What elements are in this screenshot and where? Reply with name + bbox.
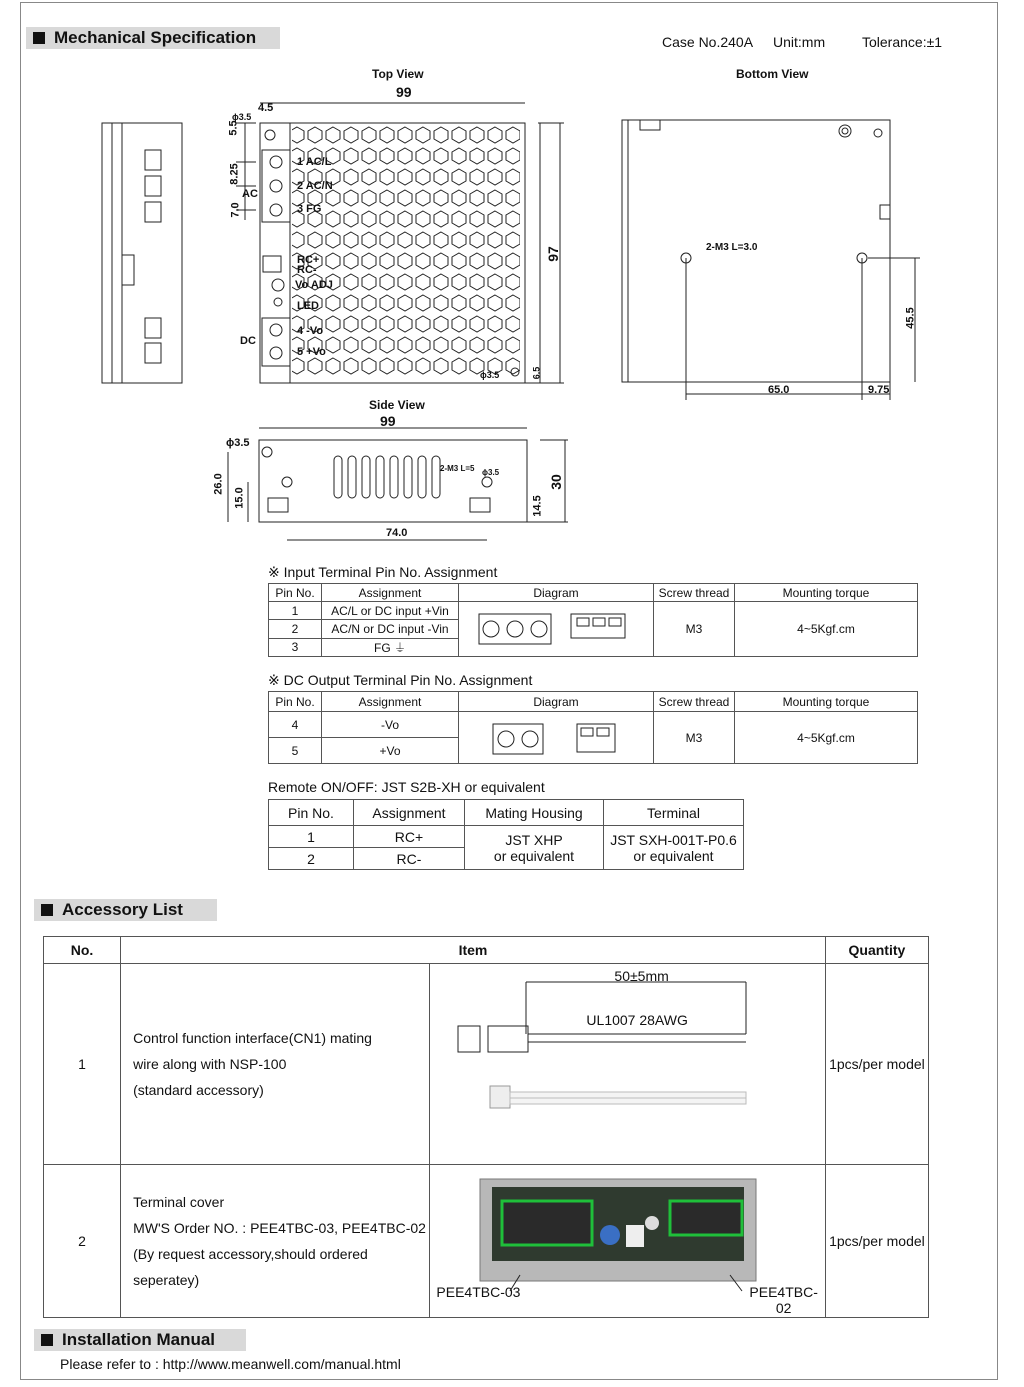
col-pin: Pin No. (269, 692, 322, 712)
dim-ac: AC (242, 188, 258, 200)
housing-cell (465, 826, 604, 870)
pin-cell: 1 (269, 826, 354, 848)
assignment-cell: FG ⏚ (322, 638, 459, 656)
tolerance: Tolerance:±1 (862, 34, 943, 50)
desc-line: (By request accessory,should ordered seperatey) (133, 1246, 368, 1288)
input-terminal-table (268, 583, 918, 657)
terminal-line: or equivalent (633, 847, 714, 864)
remote-table (268, 799, 744, 870)
col-quantity: Quantity (825, 937, 928, 964)
side-view-label: Side View (369, 398, 425, 412)
pin-cell: 2 (269, 848, 354, 870)
dim-45-5: 45.5 (904, 307, 917, 329)
dim-m3-bottom: 2-M3 L=3.0 (706, 242, 758, 253)
col-assignment: Assignment (322, 692, 459, 712)
input-table-caption: ※ Input Terminal Pin No. Assignment (268, 564, 498, 580)
section-title: Accessory List (62, 900, 183, 919)
section-title: Installation Manual (62, 1330, 216, 1349)
install-reference: Please refer to : http://www.meanwell.com/manual.html (60, 1356, 401, 1372)
wire-figure (430, 964, 825, 1165)
top-view (236, 103, 564, 383)
dim-8-25: 8.25 (228, 163, 241, 185)
row-no: 1 (44, 964, 121, 1165)
dim-14-5: 14.5 (531, 495, 544, 517)
bottom-view-label: Bottom View (736, 67, 809, 81)
thread-cell: M3 (654, 602, 735, 657)
terminal-3-label: 3 FG (297, 203, 322, 215)
assignment-cell: AC/N or DC input -Vin (322, 620, 459, 638)
dim-hole-top: ϕ3.5 (232, 112, 252, 122)
col-assignment: Assignment (354, 800, 465, 826)
remote-table-caption: Remote ON/OFF: JST S2B-XH or equivalent (268, 779, 545, 795)
label-pee4tbc-02: PEE4TBC-02 (749, 1284, 818, 1316)
row-quantity: 1pcs/per model (825, 1165, 928, 1318)
col-torque: Mounting torque (735, 584, 918, 602)
desc-line: Terminal cover (133, 1194, 225, 1210)
wire-length: 50±5mm (614, 968, 669, 984)
row-quantity: 1pcs/per model (825, 964, 928, 1165)
terminal-2-label: 2 AC/N (297, 180, 333, 192)
col-no: No. (44, 937, 121, 964)
input-terminal-diagram-icon (459, 602, 653, 656)
input-diagram (459, 602, 654, 657)
rc-plus-label: RC+ (297, 254, 320, 266)
col-assignment: Assignment (322, 584, 459, 602)
section-accessory (34, 899, 217, 921)
top-height: 97 (544, 246, 561, 262)
dim-4-5: 4.5 (258, 102, 274, 114)
section-bullet-icon (41, 1334, 53, 1346)
dc-diagram (459, 712, 654, 764)
desc-line: wire along with NSP-100 (133, 1056, 287, 1072)
col-torque: Mounting torque (735, 692, 918, 712)
bottom-view (622, 120, 920, 400)
terminal-cover-figure (430, 1165, 825, 1318)
col-pin: Pin No. (269, 584, 322, 602)
dim-side-hole: ϕ3.5 (226, 437, 250, 449)
dim-6-5: 6.5 (531, 366, 542, 380)
assignment-cell: RC- (354, 848, 465, 870)
col-thread: Screw thread (654, 584, 735, 602)
col-terminal: Terminal (604, 800, 744, 826)
dim-15-0: 15.0 (233, 487, 246, 509)
wire-spec: UL1007 28AWG (586, 1012, 688, 1028)
col-pin: Pin No. (269, 800, 354, 826)
dim-65-0: 65.0 (768, 384, 790, 396)
col-diagram: Diagram (459, 584, 654, 602)
section-installation (34, 1329, 246, 1351)
row-description (121, 1165, 430, 1318)
assignment-cell: -Vo (322, 712, 459, 738)
terminal-cell (604, 826, 744, 870)
top-width: 99 (396, 84, 412, 100)
housing-line: JST XHP (505, 831, 563, 848)
thread-cell: M3 (654, 712, 735, 764)
vo-adj-label: Vo ADJ (295, 279, 333, 291)
label-pee4tbc-03: PEE4TBC-03 (436, 1284, 521, 1300)
rc-minus-label: RC- (297, 264, 317, 276)
assignment-cell: AC/L or DC input +Vin (322, 602, 459, 620)
pin-cell: 3 (269, 638, 322, 656)
accessory-table (43, 936, 929, 1318)
terminal-line: JST SXH-001T-P0.6 (610, 831, 737, 848)
col-diagram: Diagram (459, 692, 654, 712)
dim-9-75: 9.75 (868, 384, 890, 396)
col-thread: Screw thread (654, 692, 735, 712)
desc-line: MW'S Order NO. : PEE4TBC-03, PEE4TBC-02 (133, 1220, 426, 1236)
pin-cell: 2 (269, 620, 322, 638)
terminal-5-label: 5 +Vo (297, 346, 326, 358)
assignment-cell: +Vo (322, 738, 459, 764)
dim-m3-side: 2-M3 L=5 (440, 464, 475, 473)
pin-cell: 1 (269, 602, 322, 620)
desc-line: (standard accessory) (133, 1082, 264, 1098)
housing-line: or equivalent (493, 847, 575, 864)
torque-cell: 4~5Kgf.cm (735, 712, 918, 764)
dim-5-5: 5.5 (227, 120, 240, 136)
top-view-label: Top View (372, 67, 424, 81)
case-no: Case No.240A (662, 34, 754, 50)
side-view (228, 428, 568, 540)
assignment-cell: RC+ (354, 826, 465, 848)
dim-side-hole-2: ϕ3.5 (482, 468, 500, 477)
desc-line: Control function interface(CN1) mating (133, 1030, 372, 1046)
left-side-view (102, 123, 182, 383)
mechanical-drawing (0, 0, 1024, 560)
section-bullet-icon (41, 904, 53, 916)
terminal-1-label: 1 AC/L (297, 156, 332, 168)
row-no: 2 (44, 1165, 121, 1318)
side-width: 99 (380, 413, 396, 429)
dim-hole-bottom: ϕ3.5 (480, 370, 500, 380)
dc-terminal-diagram-icon (459, 714, 653, 762)
dim-26-0: 26.0 (212, 473, 225, 495)
dc-table-caption: ※ DC Output Terminal Pin No. Assignment (268, 672, 533, 688)
dc-terminal-table (268, 691, 918, 764)
led-label: LED (297, 300, 319, 312)
row-description (121, 964, 430, 1165)
side-height: 30 (547, 474, 564, 490)
dim-7-0: 7.0 (229, 202, 242, 218)
dim-dc: DC (240, 335, 256, 347)
torque-cell: 4~5Kgf.cm (735, 602, 918, 657)
pin-cell: 4 (269, 712, 322, 738)
terminal-4-label: 4 -Vo (297, 325, 324, 337)
col-item: Item (121, 937, 826, 964)
pin-cell: 5 (269, 738, 322, 764)
cn1-wire-icon (430, 964, 824, 1164)
unit: Unit:mm (773, 34, 826, 50)
section-title: Mechanical Specification (54, 28, 257, 47)
dim-74-0: 74.0 (386, 527, 408, 539)
col-housing: Mating Housing (465, 800, 604, 826)
